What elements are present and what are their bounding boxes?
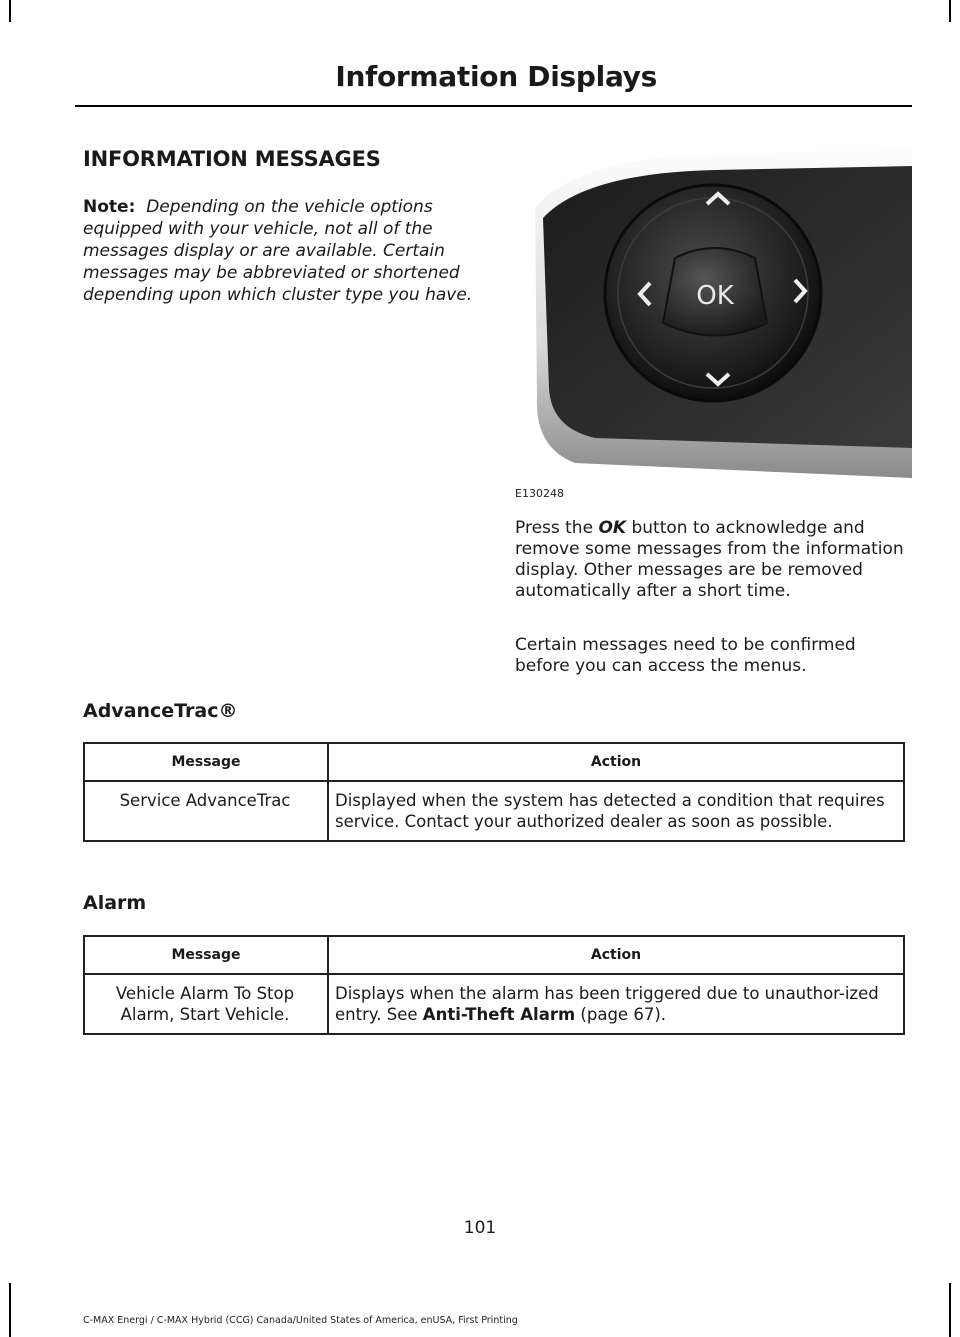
- column-header-action: Action: [328, 936, 904, 974]
- ok-emphasis: OK: [598, 518, 627, 538]
- crop-mark: [949, 1283, 951, 1337]
- action-text: Displays when the alarm has been triggered due to unauthor-ized entry. See: [335, 984, 879, 1024]
- column-header-message: Message: [84, 936, 328, 974]
- crop-mark: [9, 1283, 11, 1337]
- alarm-heading: Alarm: [83, 892, 147, 914]
- steering-wheel-controls-figure: [515, 148, 912, 488]
- action-cell: [328, 974, 904, 1034]
- figure-code: E130248: [515, 487, 564, 500]
- table-row: [84, 781, 904, 841]
- anti-theft-alarm-link[interactable]: Anti-Theft Alarm: [422, 1005, 576, 1024]
- advancetrac-table: [83, 742, 905, 842]
- steering-wheel-controls-illustration: [515, 148, 912, 488]
- table-header-row: [84, 936, 904, 974]
- table-header-row: [84, 743, 904, 781]
- message-cell: Service AdvanceTrac: [84, 781, 328, 841]
- footer-text: C-MAX Energi / C-MAX Hybrid (CCG) Canada/United States of America, enUSA, First Printing: [83, 1315, 518, 1326]
- note-text: Depending on the vehicle options equipped with your vehicle, not all of the messages display or are available. Certain messages may be abbreviated or shortened depending upon which cluster type you have.: [83, 197, 473, 305]
- section-title: INFORMATION MESSAGES: [83, 147, 381, 171]
- header-rule: [75, 105, 912, 107]
- confirm-paragraph: Certain messages need to be confirmed before you can access the menus.: [515, 635, 856, 676]
- crop-mark: [9, 0, 11, 22]
- crop-mark: [949, 0, 951, 22]
- ok-button-paragraph: [515, 518, 907, 602]
- column-header-action: Action: [328, 743, 904, 781]
- column-header-message: Message: [84, 743, 328, 781]
- note-label: Note:: [83, 197, 136, 217]
- page-number: 101: [463, 1218, 497, 1238]
- note-paragraph: [83, 196, 478, 306]
- action-text: (page 67).: [575, 1005, 667, 1024]
- message-cell: Vehicle Alarm To Stop Alarm, Start Vehicle.: [84, 974, 328, 1034]
- paragraph-text: Press the: [515, 518, 599, 538]
- alarm-table: [83, 935, 905, 1035]
- paragraph-text: button to acknowledge and remove some messages from the information display. Other messages are be removed automatically after a short time.: [515, 518, 904, 601]
- advancetrac-heading: AdvanceTrac®: [83, 700, 238, 722]
- ok-button-label: OK: [696, 281, 734, 311]
- page-header-title: Information Displays: [335, 60, 657, 93]
- action-cell: Displayed when the system has detected a condition that requires service. Contact your authorized dealer as soon as possible.: [328, 781, 904, 841]
- table-row: [84, 974, 904, 1034]
